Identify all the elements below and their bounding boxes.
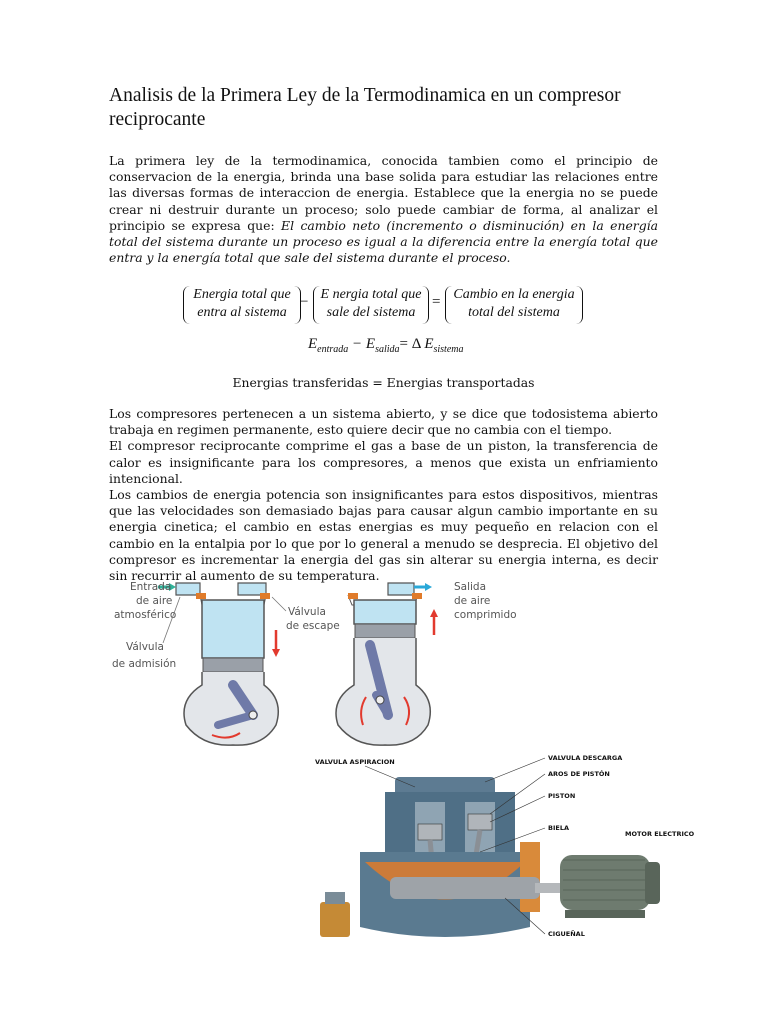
equation-term-energy-out [313,286,429,324]
paragraph-first-law [109,153,658,266]
compression-stroke-diagram [336,583,438,745]
equation-term3-line1: Cambio en la energia [453,287,575,302]
energias-statement: Energias transferidas = Energias transportadas [232,375,535,390]
label-valvula-escape-1: Válvula [288,606,326,618]
paragraph-first-law-italic: El cambio neto (incremento o disminución) en la energía total del sistema durante un proceso es igual a la diferencia entre la energía total que entra y la energía total que sale del sistema durante el proceso. [109,217,658,266]
eq-e-in: E [308,336,318,352]
equation-term1-line2: entra al sistema [197,305,287,320]
label-salida-1: Salida [454,581,487,593]
eq-e-sys-sub: sistema [433,344,464,355]
page-title: Analisis de la Primera Ley de la Termodinamica en un compresor reciprocante [109,85,621,130]
label-ciguenal: CIGUEÑAL [548,930,585,938]
eq-e-out-sub: salida [375,344,400,355]
energy-balance-equation [183,286,583,326]
label-salida-2: de aire [454,595,491,607]
equation-term-energy-change [445,286,583,324]
equation-term1-line1: Energia total que [193,287,291,302]
compressor-strokes-figure [108,575,518,750]
eq-e-out: E [365,336,376,352]
eq-equals-delta: = Δ [399,336,425,352]
paragraph-open-system: Los compresores pertenecen a un sistema abierto, y se dice que todosistema abierto trabaja en regimen permanente, esto quiere decir que no cambia con el tiempo. [109,406,658,438]
equation-equals: = [432,294,441,310]
label-piston: PISTON [548,792,576,800]
label-valvula-admision-1: Válvula [126,641,164,653]
equation-term-energy-in [183,286,301,324]
eq-e-in-sub: entrada [317,344,349,355]
equation-term2-line1: E nergia total que [320,287,422,302]
label-salida-3: comprimido [454,609,517,621]
eq-minus: − [348,336,366,352]
label-aros-piston: AROS DE PISTÓN [548,770,610,778]
equation-minus: − [300,294,309,310]
equation-term2-line2: sale del sistema [326,305,416,320]
label-entrada-2: de aire [136,595,173,607]
paragraph-piston: El compresor reciprocante comprime el gas a base de un piston, la transferencia de calor es insignificante para los compresores, a menos que exista un enfriamiento intencional. [109,438,658,486]
compressor-cutaway-illustration [320,777,660,937]
label-valvula-admision-2: de admisión [112,658,177,670]
equation-term3-line2: total del sistema [468,305,560,320]
label-motor-electrico: MOTOR ELECTRICO [625,830,695,838]
label-valvula-aspiracion: VALVULA ASPIRACION [315,758,395,766]
paragraph-body [109,406,658,584]
eq-e-sys: E [424,336,434,352]
label-valvula-escape-2: de escape [286,620,340,632]
label-entrada-1: Entrada [130,581,172,593]
label-valvula-descarga: VALVULA DESCARGA [548,754,623,762]
energy-symbol-equation [308,336,508,355]
paragraph-energy-changes: Los cambios de energia potencia son insignificantes para estos dispositivos, mientras que las velocidades son demasiado bajas para causar algun cambio importante en su energia cinetica; el cambio en estas energias es muy pequeño en relacion con el cambio en la entalpia por lo que por lo general a menudo se desprecia. El objetivo del compresor es incrementar la energia del gas sin alterar su energia interna, es decir sin recurrir al aumento de su temperatura. [109,487,658,584]
compressor-cutaway-figure [305,752,705,952]
label-biela: BIELA [548,824,569,832]
paragraph-first-law-text: La primera ley de la termodinamica, conocida tambien como el principio de conservacion de la energia, brinda una base solida para estudiar las relaciones entre las diversas formas de interaccion de energia. Establece que la energia no se puede crear ni destruir durante un proceso; solo puede cambiar de forma, al analizar el principio se expresa que: [109,153,658,233]
label-entrada-3: atmosférico [114,609,177,621]
